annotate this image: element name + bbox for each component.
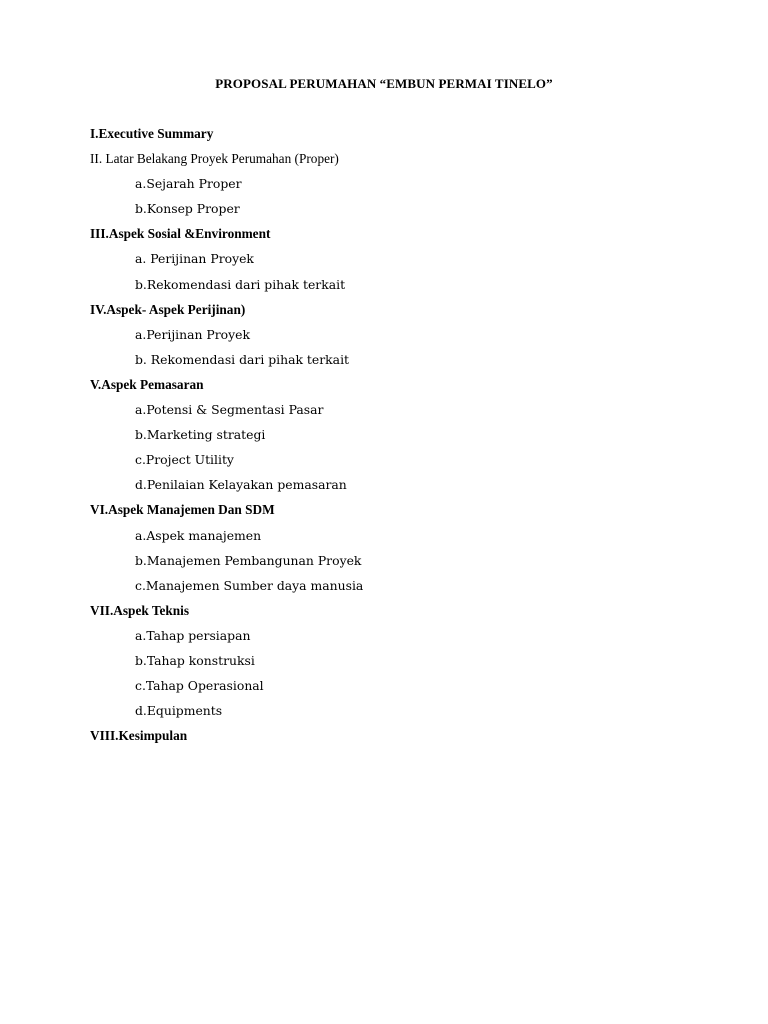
outline-section-heading: III.Aspek Sosial &Environment	[90, 226, 271, 242]
outline-subitem: d.Equipments	[135, 703, 223, 719]
outline-section-heading: VI.Aspek Manajemen Dan SDM	[90, 502, 275, 518]
outline-section-heading: VIII.Kesimpulan	[90, 728, 188, 744]
outline-subitem: c.Manajemen Sumber daya manusia	[135, 577, 364, 593]
outline-subitem: b.Konsep Proper	[135, 201, 240, 217]
outline-subitem: a. Perijinan Proyek	[135, 251, 254, 267]
outline-subitem: c.Project Utility	[135, 452, 234, 468]
outline-subitem: c.Tahap Operasional	[135, 678, 264, 694]
outline-section-heading: VII.Aspek Teknis	[90, 602, 190, 618]
outline-section-heading: V.Aspek Pemasaran	[90, 376, 204, 392]
outline-subitem: a.Sejarah Proper	[135, 176, 242, 192]
outline-subitem: b.Manajemen Pembangunan Proyek	[135, 552, 362, 568]
outline-subitem: d.Penilaian Kelayakan pemasaran	[135, 477, 347, 493]
outline-subitem: a.Tahap persiapan	[135, 627, 251, 643]
outline-section-heading: IV.Aspek- Aspek Perijinan)	[90, 301, 246, 317]
outline-subitem: b.Tahap konstruksi	[135, 652, 255, 668]
outline-subitem: a.Potensi & Segmentasi Pasar	[135, 402, 324, 418]
outline-subitem: a.Perijinan Proyek	[135, 326, 250, 342]
document-title: PROPOSAL PERUMAHAN “EMBUN PERMAI TINELO”	[215, 76, 553, 91]
outline-subitem: b. Rekomendasi dari pihak terkait	[135, 351, 350, 367]
outline-section-heading: I.Executive Summary	[90, 126, 214, 141]
outline-subitem: a.Aspek manajemen	[135, 527, 262, 543]
outline-subitem: b.Rekomendasi dari pihak terkait	[135, 276, 346, 292]
outline-section-heading: II. Latar Belakang Proyek Perumahan (Proper)	[90, 151, 339, 167]
table-of-contents	[0, 121, 768, 748]
outline-subitem: b.Marketing strategi	[135, 427, 266, 443]
